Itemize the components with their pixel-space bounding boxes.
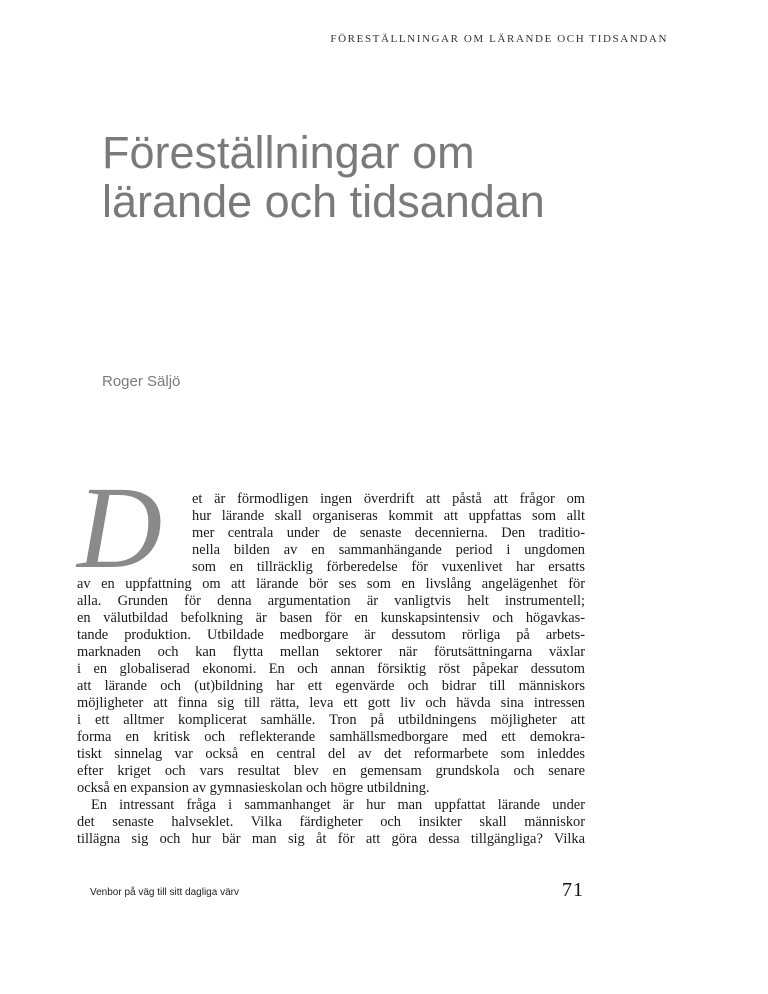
text-line: tillägna sig och hur bär man sig åt för att göra dessa tillgängliga? Vilka [77,831,585,847]
body-text [77,491,585,848]
text-line: En intressant fråga i sammanhanget är hur man uppfattat lärande under [91,797,585,813]
running-head: FÖRESTÄLLNINGAR OM LÄRANDE OCH TIDSANDAN [330,33,668,45]
title-line-2: lärande och tidsandan [102,176,545,227]
text-line: mer centrala under de senaste decennierna. Den traditio- [192,525,585,541]
drop-cap: D [77,462,163,593]
text-line: det senaste halvseklet. Vilka färdigheter och insikter skall människor [77,814,585,830]
text-line: av en uppfattning om att lärande bör ses som en livslång angelägenhet för [77,576,585,592]
text-line: att lärande och (ut)bildning har ett egenvärde och bidrar till människors [77,678,585,694]
text-line: möjligheter att finna sig till rätta, leva ett gott liv och hävda sina intressen [77,695,585,711]
author-name: Roger Säljö [102,373,181,390]
text-line: en välutbildad befolkning är basen för en kunskapsintensiv och högavkas- [77,610,585,626]
text-line: hur lärande skall organiseras kommit att uppfattas som allt [192,508,585,524]
text-line: forma en kritisk och reflekterande samhällsmedborgare med ett demokra- [77,729,585,745]
text-line: tande produktion. Utbildade medborgare är dessutom rörliga på arbets- [77,627,585,643]
text-line: också en expansion av gymnasieskolan och högre utbildning. [77,780,430,796]
text-line: som en tillräcklig förberedelse för vuxenlivet har ersatts [192,559,585,575]
title-line-1: Föreställningar om [102,127,475,178]
text-line: marknaden och kan flytta mellan sektorer när förutsättningarna växlar [77,644,585,660]
footer-caption: Venbor på väg till sitt dagliga värv [90,887,239,898]
text-line: tiskt sinnelag var också en central del av det reformarbete som inleddes [77,746,585,762]
text-line: et är förmodligen ingen överdrift att påstå att frågor om [192,491,585,507]
text-line: i ett alltmer komplicerat samhälle. Tron på utbildningens möjligheter att [77,712,585,728]
page-number: 71 [562,879,584,901]
text-line: alla. Grunden för denna argumentation är vanligtvis helt instrumentell; [77,593,585,609]
text-line: i en globaliserad ekonomi. En och annan försiktig röst påpekar dessutom [77,661,585,677]
text-line: efter kriget och vars resultat blev en gemensam grundskola och senare [77,763,585,779]
page-title [102,128,702,226]
text-line: nella bilden av en sammanhängande period i ungdomen [192,542,585,558]
